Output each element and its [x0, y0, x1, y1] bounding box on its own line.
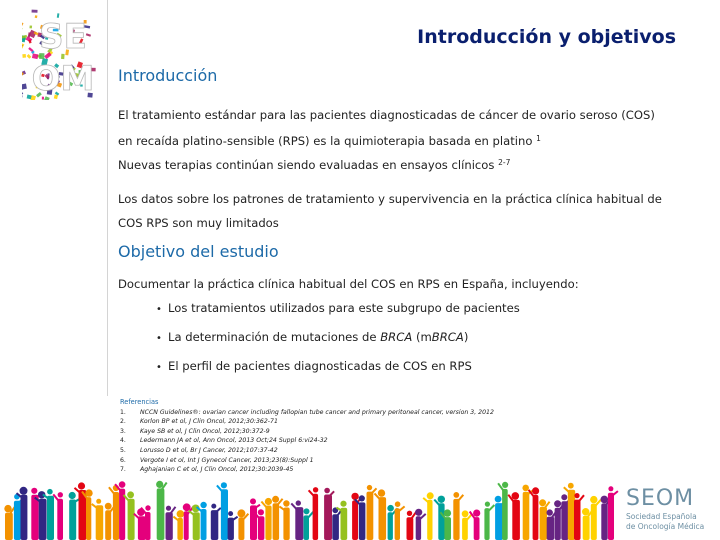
crowd-figure [529, 487, 540, 540]
intro-p2-text: Nuevas terapias continúan siendo evaluadas en ensayos clínicos [118, 158, 495, 172]
confetti-piece [22, 43, 24, 50]
crowd-figure [462, 510, 472, 540]
reference-number: 4. [120, 437, 126, 445]
reference-number: 3. [120, 427, 126, 435]
reference-text: Lorusso D et ol, Br J Cancer, 2012;107:37-42 [140, 446, 278, 454]
intro-paragraph-2 [118, 151, 698, 177]
reference-number: 6. [120, 456, 126, 464]
crowd-figure [279, 500, 289, 540]
people-crowd-decoration [0, 478, 720, 540]
crowd-figure [69, 492, 80, 540]
intro-paragraph-1 [118, 103, 698, 153]
confetti-piece [27, 54, 32, 59]
bullet-2-brca-2: BRCA [431, 330, 464, 344]
objective-bullet-list [156, 298, 520, 385]
confetti-piece [22, 22, 24, 26]
footer-logo-sub-2: de Oncología Médica [626, 522, 705, 531]
crowd-figure [237, 509, 248, 540]
reference-text: Vergote I et ol, Int J Gynecol Cancer, 2013;23(8):Suppl 1 [140, 456, 314, 464]
crowd-figure [508, 492, 520, 540]
crowd-figure [304, 508, 314, 540]
reference-number: 1. [120, 408, 126, 416]
footer-logo-sub-1: Sociedad Española [626, 512, 697, 521]
confetti-piece [32, 10, 38, 13]
bullet-dot: • [156, 362, 162, 373]
intro-p1-line2: en recaída platino-sensible (RPS) es la quimioterapia basada en platino [118, 134, 533, 148]
objective-lead: Documentar la práctica clínica habitual del COS en RPS en España, incluyendo: [118, 277, 579, 291]
reference-item [120, 456, 494, 466]
confetti-piece [22, 84, 27, 90]
crowd-figure [173, 510, 184, 540]
reference-number: 7. [120, 466, 126, 474]
reference-number: 5. [120, 446, 126, 454]
crowd-figure [211, 504, 221, 540]
crowd-figure [309, 487, 319, 540]
crowd-figure [156, 481, 167, 540]
crowd-figure [291, 500, 303, 540]
crowd-figure [423, 492, 434, 540]
intro-p1-line1: El tratamiento estándar para las pacientes diagnosticadas de cáncer de ovario seroso (COS) [118, 108, 655, 122]
crowd-figure [134, 508, 146, 540]
crowd-figure [92, 499, 104, 540]
crowd-figure [4, 505, 15, 540]
confetti-piece [22, 92, 23, 96]
reference-text: NCCN Guidelines®: ovarian cancer including fallopian tube cancer and primary peritoneal cancer, version 3, 2012 [140, 408, 494, 416]
footer-logo-word: SEOM [626, 486, 695, 511]
bullet-item [156, 356, 520, 385]
vertical-divider [107, 0, 108, 396]
bullet-3-text: El perfil de pacientes diagnosticadas de COS en RPS [168, 359, 472, 373]
crowd-figure [166, 506, 176, 540]
confetti-piece [35, 15, 38, 18]
bullet-dot: • [156, 304, 162, 315]
confetti-piece [22, 54, 26, 58]
bullet-item [156, 298, 520, 327]
crowd-figure [453, 492, 463, 540]
bullet-item [156, 327, 520, 356]
objective-heading: Objetivo del estudio [118, 242, 279, 261]
bullet-2-mid: (m [412, 330, 432, 344]
bullet-2-post: ) [463, 330, 469, 344]
reference-text: Kaye SB et ol, J Clin Oncol, 2012;30:372-9 [140, 427, 270, 435]
intro-p3-line2: COS RPS son muy limitados [118, 216, 279, 230]
crowd-figure [574, 493, 584, 540]
crowd-figure [53, 492, 63, 540]
crowd-figure [590, 496, 601, 540]
reference-item [120, 417, 494, 427]
page-title: Introducción y objetivos [417, 26, 676, 48]
bullet-1-text: Los tratamientos utilizados para este subgrupo de pacientes [168, 301, 520, 315]
crowd-figure [272, 496, 283, 540]
reference-item [120, 465, 494, 475]
crowd-figure [75, 482, 87, 540]
intro-p1-line2-wrap [118, 127, 698, 153]
crowd-figure [470, 510, 481, 540]
bullet-dot: • [156, 333, 162, 344]
confetti-piece [22, 95, 23, 99]
crowd-figures [4, 481, 618, 540]
reference-number: 2. [120, 418, 126, 426]
intro-p3-line1: Los datos sobre los patrones de tratamiento y supervivencia en la práctica clínica habitual de [118, 192, 662, 206]
seom-logo [22, 8, 104, 100]
intro-paragraph-3 [118, 187, 698, 235]
bullet-2-brca: BRCA [380, 330, 413, 344]
seom-logo-om: OM [31, 59, 95, 99]
reference-text: Korlon BP et ol, J Clin Oncol, 2012;30:362-71 [140, 418, 278, 426]
crowd-figure [228, 511, 238, 540]
seom-logo-se: SE [39, 17, 87, 57]
intro-heading: Introducción [118, 66, 218, 85]
reference-text: Ledermann JA et ol, Ann Oncol, 2013 Oct;24 Suppl 6:vi24-32 [140, 437, 328, 445]
crowd-figure [395, 501, 405, 540]
seom-footer-logo [626, 486, 710, 532]
crowd-figure [608, 486, 618, 540]
confetti-piece [28, 32, 31, 37]
crowd-figure [434, 496, 445, 540]
crowd-figure [407, 511, 417, 540]
crowd-figure [375, 489, 387, 540]
references-block [120, 398, 494, 475]
crowd-figure [124, 491, 135, 540]
reference-item [120, 408, 494, 418]
crowd-figure [415, 509, 426, 540]
reference-item [120, 446, 494, 456]
ref-sup-2-7: 2-7 [498, 158, 511, 167]
reference-item [120, 427, 494, 437]
bullet-2-pre: La determinación de mutaciones de [168, 330, 381, 344]
references-title: Referencias [120, 398, 159, 406]
confetti-piece [29, 25, 32, 28]
crowd-figure [484, 502, 494, 540]
reference-text: Aghajanian C et ol, J Clin Oncol, 2012;30:2039-45 [140, 466, 294, 474]
ref-sup-1: 1 [536, 134, 541, 143]
reference-item [120, 436, 494, 446]
confetti-piece [22, 27, 23, 31]
